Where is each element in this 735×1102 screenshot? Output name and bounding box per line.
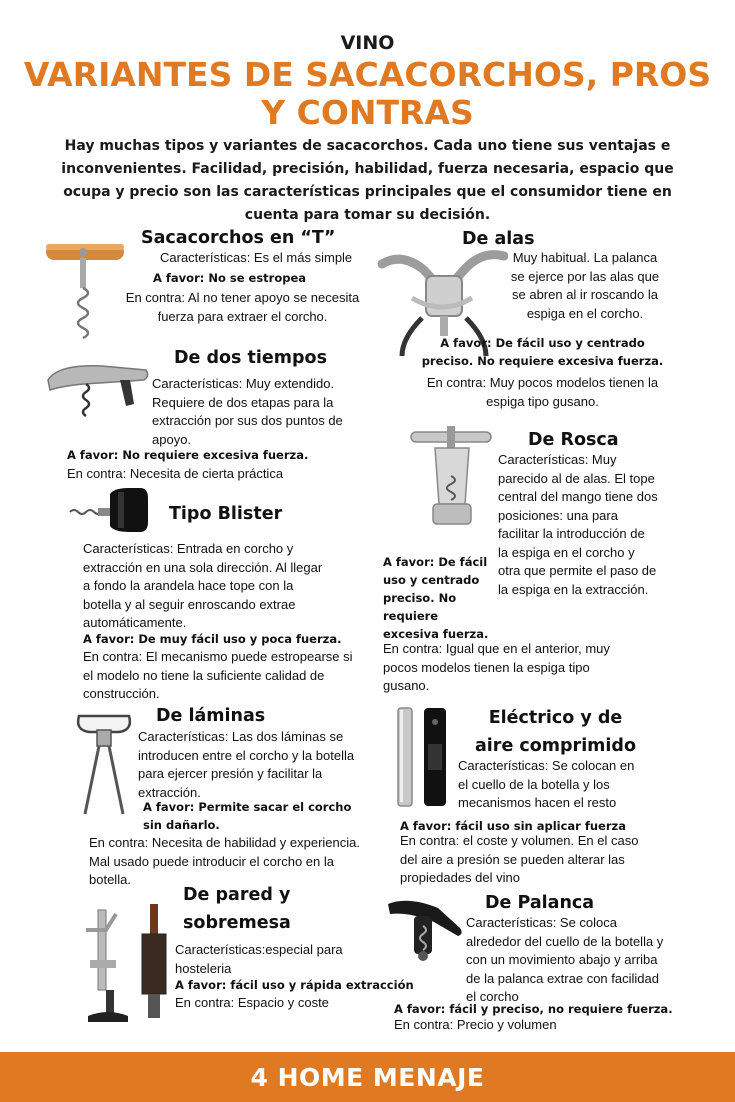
t-contra: En contra: Al no tener apoyo se necesita fuerza para extraer el corcho. (125, 290, 360, 324)
alas-caract: Muy habitual. La palanca se ejerce por las alas que se abren al ir roscando la espiga en el corcho. (510, 250, 660, 321)
two-prong-cork-puller-image (73, 708, 135, 820)
laminas-caract: Características: Las dos láminas se introducen entre el corcho y la botella para ejercer presión y facilitar la extracción. (138, 729, 355, 800)
t-favor: A favor: No se estropea (153, 271, 307, 285)
alas-title: De alas (462, 229, 535, 249)
t-caract: Características: Es el más simple (160, 250, 353, 265)
electrico-caract: Características: Se colocan en el cuello de la botella y los mecanismos hacen el resto (458, 758, 635, 810)
page-title: VARIANTES DE SACACORCHOS, PROS Y CONTRAS (23, 55, 712, 132)
laminas-title: De láminas (156, 706, 266, 726)
palanca-caract: Características: Se coloca alrededor del cuello de la botella y con un movimiento abajo y arriba de la palanca extrae con facilidad el corcho (466, 915, 664, 1004)
palanca-favor: A favor: fácil y preciso, no requiere fuerza. (394, 1002, 673, 1016)
waiter-corkscrew-image (46, 360, 150, 420)
tiempos-title: De dos tiempos (174, 348, 327, 368)
alas-favor: A favor: De fácil uso y centrado preciso. No requiere excesiva fuerza. (421, 336, 664, 368)
rosca-favor: A favor: De fácil uso y centrado preciso. No requiere excesiva fuerza. (383, 555, 489, 641)
blister-favor: A favor: De muy fácil uso y poca fuerza. (83, 632, 342, 646)
lever-corkscrew-image (384, 896, 468, 964)
laminas-favor: A favor: Permite sacar el corcho sin dañarlo. (143, 800, 352, 832)
blister-title: Tipo Blister (169, 504, 283, 524)
rosca-caract: Características: Muy parecido al de alas. El tope central del mango tiene dos posiciones: una para facilitar la introducción de la espiga en el corcho y otra que permite el paso de la espiga en la extracción. (498, 452, 658, 597)
blister-contra: En contra: El mecanismo puede estropearse si el modelo no tiene la suficiente calidad de construcción. (83, 649, 353, 701)
electric-corkscrew-image (392, 704, 454, 814)
tiempos-caract: Características: Muy extendido. Requiere de dos etapas para la extracción por sus dos puntos de apoyo. (152, 376, 343, 447)
pared-favor: A favor: fácil uso y rápida extracción (175, 978, 414, 992)
electrico-contra: En contra: el coste y volumen. En el caso del aire a presión se pueden alterar las propiedades del vino (400, 833, 639, 885)
pared-contra: En contra: Espacio y coste (175, 995, 329, 1010)
tiempos-favor: A favor: No requiere excesiva fuerza. (67, 448, 309, 462)
rosca-contra: En contra: Igual que en el anterior, muy pocos modelos tienen la espiga tipo gusano. (383, 641, 610, 693)
blister-corkscrew-image (68, 486, 150, 534)
palanca-title: De Palanca (485, 893, 595, 913)
pared-caract: Características:especial para hosteleria (175, 942, 343, 976)
footer-bar (0, 1052, 735, 1102)
blister-caract: Características: Entrada en corcho y extracción en una sola dirección. Al llegar a fondo la arandela hace tope con la botella y al seguir enroscando extrae automáticamente. (83, 541, 323, 630)
electrico-favor: A favor: fácil uso sin aplicar fuerza (400, 819, 626, 833)
palanca-contra: En contra: Precio y volumen (394, 1017, 557, 1032)
t-corkscrew-image (40, 236, 130, 348)
alas-contra: En contra: Muy pocos modelos tienen la espiga tipo gusano. (426, 375, 659, 409)
screw-corkscrew-image (407, 426, 497, 532)
rosca-title: De Rosca (528, 430, 619, 450)
kicker: VINO (340, 32, 395, 54)
pared-title: De pared y sobremesa (183, 885, 291, 933)
intro-paragraph: Hay muchas tipos y variantes de sacacorchos. Cada uno tiene sus ventajas e inconvenientes. Facilidad, precisión, habilidad, fuerza necesaria, espacio que ocupa y precio son las características principales que el consumidor tiene en cuenta para tomar su decisión. (61, 138, 674, 223)
electrico-title: Eléctrico y de aire comprimido (475, 708, 636, 756)
tiempos-contra: En contra: Necesita de cierta práctica (67, 466, 284, 481)
wall-mounted-corkscrew-image (80, 900, 176, 1026)
t-title: Sacacorchos en “T” (141, 228, 336, 248)
laminas-contra: En contra: Necesita de habilidad y experiencia. Mal usado puede introducir el corcho en la botella. (89, 835, 360, 887)
brand-name: 4 HOME MENAJE (250, 1062, 485, 1092)
